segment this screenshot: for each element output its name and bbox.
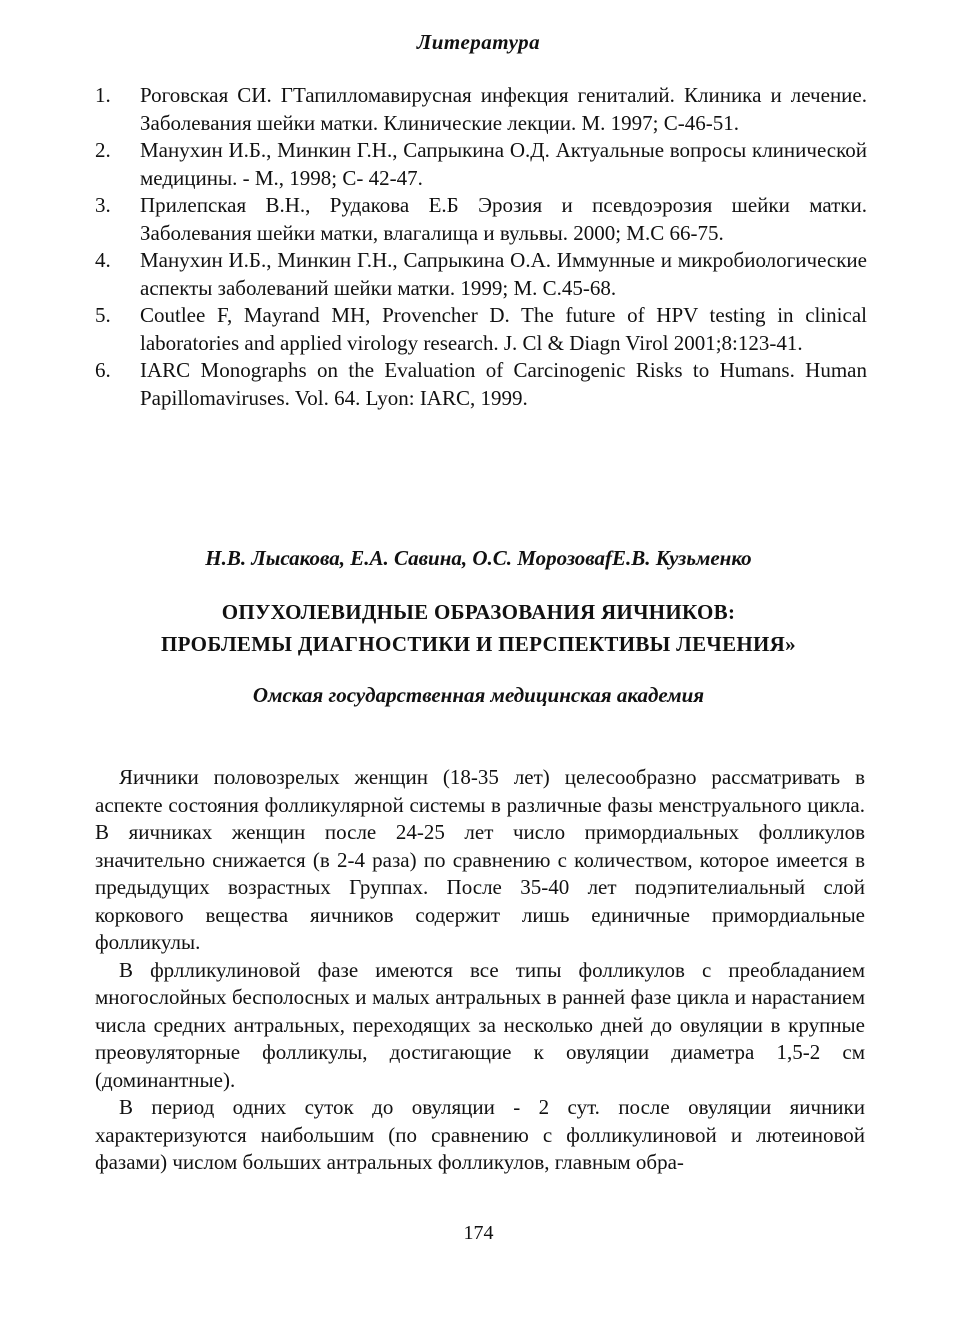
- page-number: 174: [463, 1222, 494, 1244]
- reference-text: IARC Monographs on the Evaluation of Carcinogenic Risks to Humans. Human Papillomaviruses. Vol. 64. Lyon: IARC, 1999.: [140, 358, 867, 410]
- reference-number: 3.: [95, 193, 111, 217]
- body-paragraph: Яичники половозрелых женщин (18-35 лет) целесообразно рассматривать в аспекте состояния фолликулярной системы в различные фазы менструального цикла. В яичниках женщин после 24-25 лет число примордиальных фолликулов значительно снижается (в 2-4 раза) по сравнению с количеством, которое имеется в предыдущих возрастных Группах. После 35-40 лет подэпителиальный слой коркового вещества яичников содержит лишь единичные примордиальные фолликулы.: [95, 765, 865, 954]
- article-body: [95, 764, 865, 1177]
- reference-text: Прилепская В.Н., Рудакова Е.Б Эрозия и псевдоэрозия шейки матки. Заболевания шейки матки, влагалища и вульвы. 2000; М.С 66-75.: [140, 193, 867, 245]
- reference-number: 5.: [95, 303, 111, 327]
- reference-text: Coutlee F, Mayrand MH, Provencher D. The future of HPV testing in clinical laboratories and applied virology research. J. Cl & Diagn Virol 2001;8:123-41.: [140, 303, 867, 355]
- article-title-line-2: ПРОБЛЕМЫ ДИАГНОСТИКИ И ПЕРСПЕКТИВЫ ЛЕЧЕНИЯ»: [161, 632, 796, 656]
- article-title: [0, 596, 957, 660]
- reference-number: 6.: [95, 358, 111, 382]
- reference-item: [95, 357, 867, 412]
- reference-item: [95, 192, 867, 247]
- reference-item: [95, 247, 867, 302]
- reference-item: [95, 82, 867, 137]
- reference-text: Роговская СИ. ГТапилломавирусная инфекция гениталий. Клиника и лечение. Заболевания шейки матки. Клинические лекции. М. 1997; С-46-51.: [140, 83, 867, 135]
- reference-item: [95, 302, 867, 357]
- literature-heading: Литература: [416, 30, 541, 54]
- reference-text: Манухин И.Б., Минкин Г.Н., Сапрыкина О.А. Иммунные и микробиологические аспекты заболеваний шейки матки. 1999; М. С.45-68.: [140, 248, 867, 300]
- reference-number: 2.: [95, 138, 111, 162]
- article-affiliation: Омская государственная медицинская академия: [252, 683, 705, 707]
- article-authors: Н.В. Лысакова, Е.А. Савина, О.С. МорозоваfЕ.В. Кузьменко: [205, 546, 752, 570]
- reference-text: Манухин И.Б., Минкин Г.Н., Сапрыкина О.Д. Актуальные вопросы клинической медицины. - М., 1998; С- 42-47.: [140, 138, 867, 190]
- reference-number: 1.: [95, 83, 111, 107]
- reference-list: [95, 82, 867, 412]
- reference-item: [95, 137, 867, 192]
- article-title-line-1: ОПУХОЛЕВИДНЫЕ ОБРАЗОВАНИЯ ЯИЧНИКОВ:: [221, 600, 736, 624]
- body-paragraph: В период одних суток до овуляции - 2 сут. после овуляции яичники характеризуются наибольшим (по сравнению с фолликулиновой и лютеиновой фазами) числом больших антральных фолликулов, главным обра-: [95, 1095, 865, 1174]
- reference-number: 4.: [95, 248, 111, 272]
- body-paragraph: В фрлликулиновой фазе имеются все типы фолликулов с преобладанием многослойных бесполосных и малых антральных в ранней фазе цикла и нарастанием числа средних антральных, переходящих за несколько дней до овуляции в крупные преовуляторные фолликулы, достигающие к овуляции диаметра 1,5-2 см (доминантные).: [95, 957, 865, 1092]
